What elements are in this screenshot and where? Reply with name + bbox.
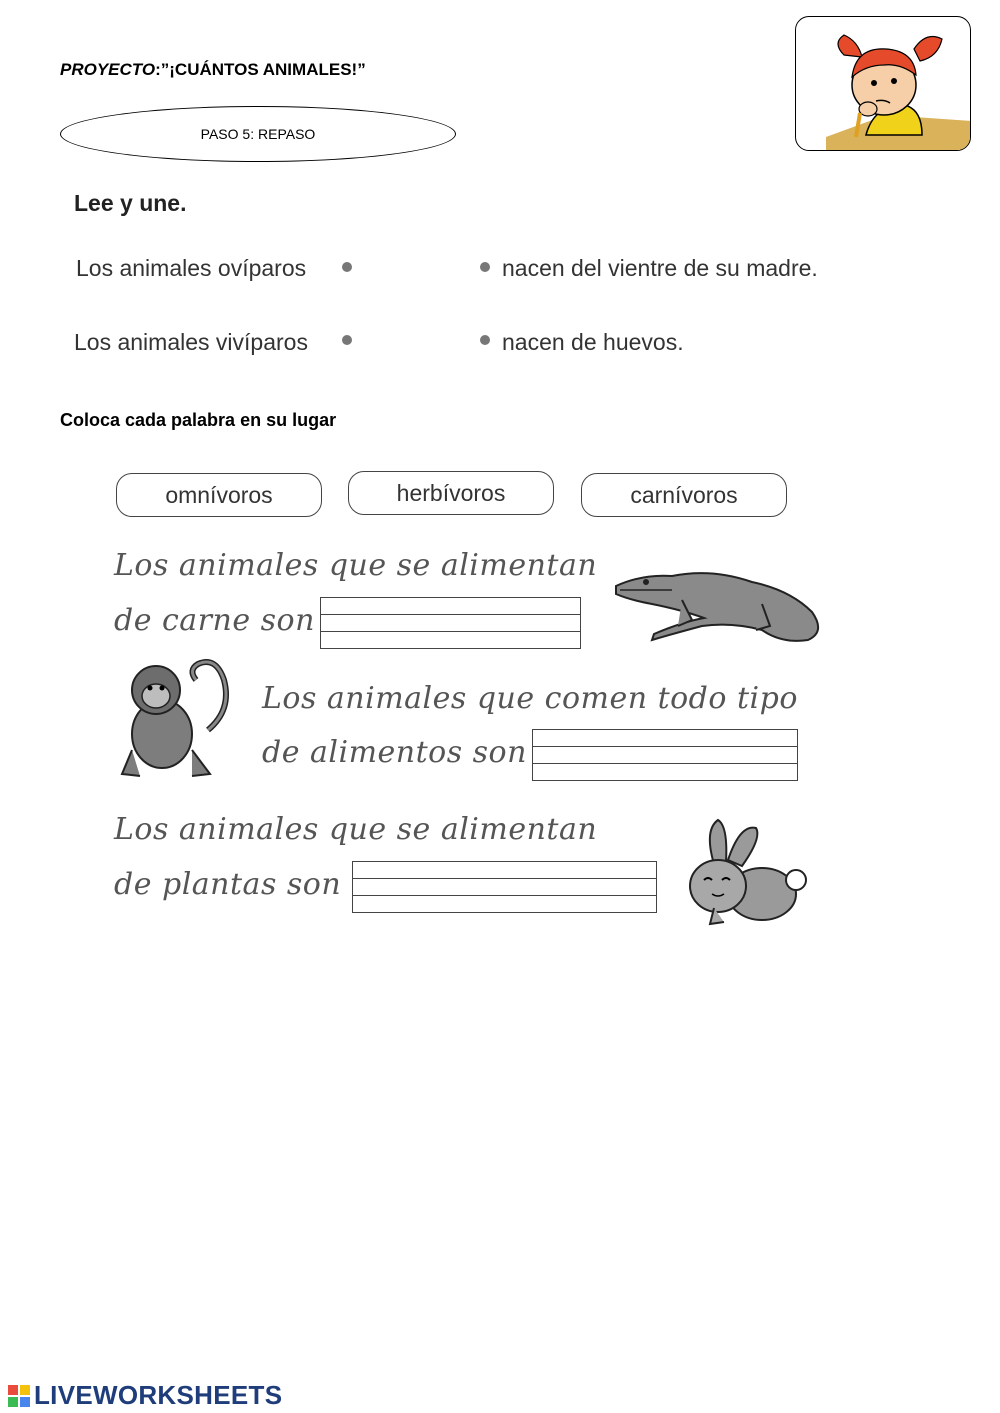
match-right-1: nacen del vientre de su madre. [502,255,818,281]
answer-box-carnivoros[interactable] [320,597,581,649]
match-dot-left-1[interactable] [342,262,352,272]
girl-illustration-frame [795,16,971,151]
match-dot-left-2[interactable] [342,335,352,345]
rabbit-icon [684,816,810,930]
sentence3-line2: de plantas son [114,867,342,902]
logo-squares-icon [8,1385,30,1407]
word-chip-omnivoros[interactable]: omnívoros [116,473,322,517]
crocodile-icon [612,560,828,652]
answer-box-herbivoros[interactable] [352,861,657,913]
match-dot-right-2[interactable] [480,335,490,345]
exercise1-instruction: Lee y une. [74,190,187,216]
sentence1-line2: de carne son [114,603,315,638]
match-left-2: Los animales vivíparos [74,329,308,355]
project-title [60,60,366,80]
sentence2-line2: de alimentos son [262,735,527,770]
thinking-girl-icon [796,17,971,151]
sentence1-line1: Los animales que se alimentan [114,548,598,583]
step-label: PASO 5: REPASO [200,126,316,142]
brand-text: LIVEWORKSHEETS [34,1380,283,1410]
word-chip-carnivoros[interactable]: carnívoros [581,473,787,517]
match-dot-right-1[interactable] [480,262,490,272]
sentence3-line1: Los animales que se alimentan [114,812,598,847]
match-left-1: Los animales ovíparos [76,255,307,281]
project-title-text: :”¡CUÁNTOS ANIMALES!” [155,60,366,79]
sentence2-line1: Los animales que comen todo tipo [262,681,798,716]
word-chip-herbivoros[interactable]: herbívoros [348,471,554,515]
step-oval [60,106,456,162]
project-prefix: PROYECTO [60,60,156,79]
answer-box-omnivoros[interactable] [532,729,798,781]
liveworksheets-logo [8,1380,282,1411]
monkey-icon [112,650,242,782]
match-right-2: nacen de huevos. [502,329,684,355]
exercise2-instruction: Coloca cada palabra en su lugar [60,410,337,430]
